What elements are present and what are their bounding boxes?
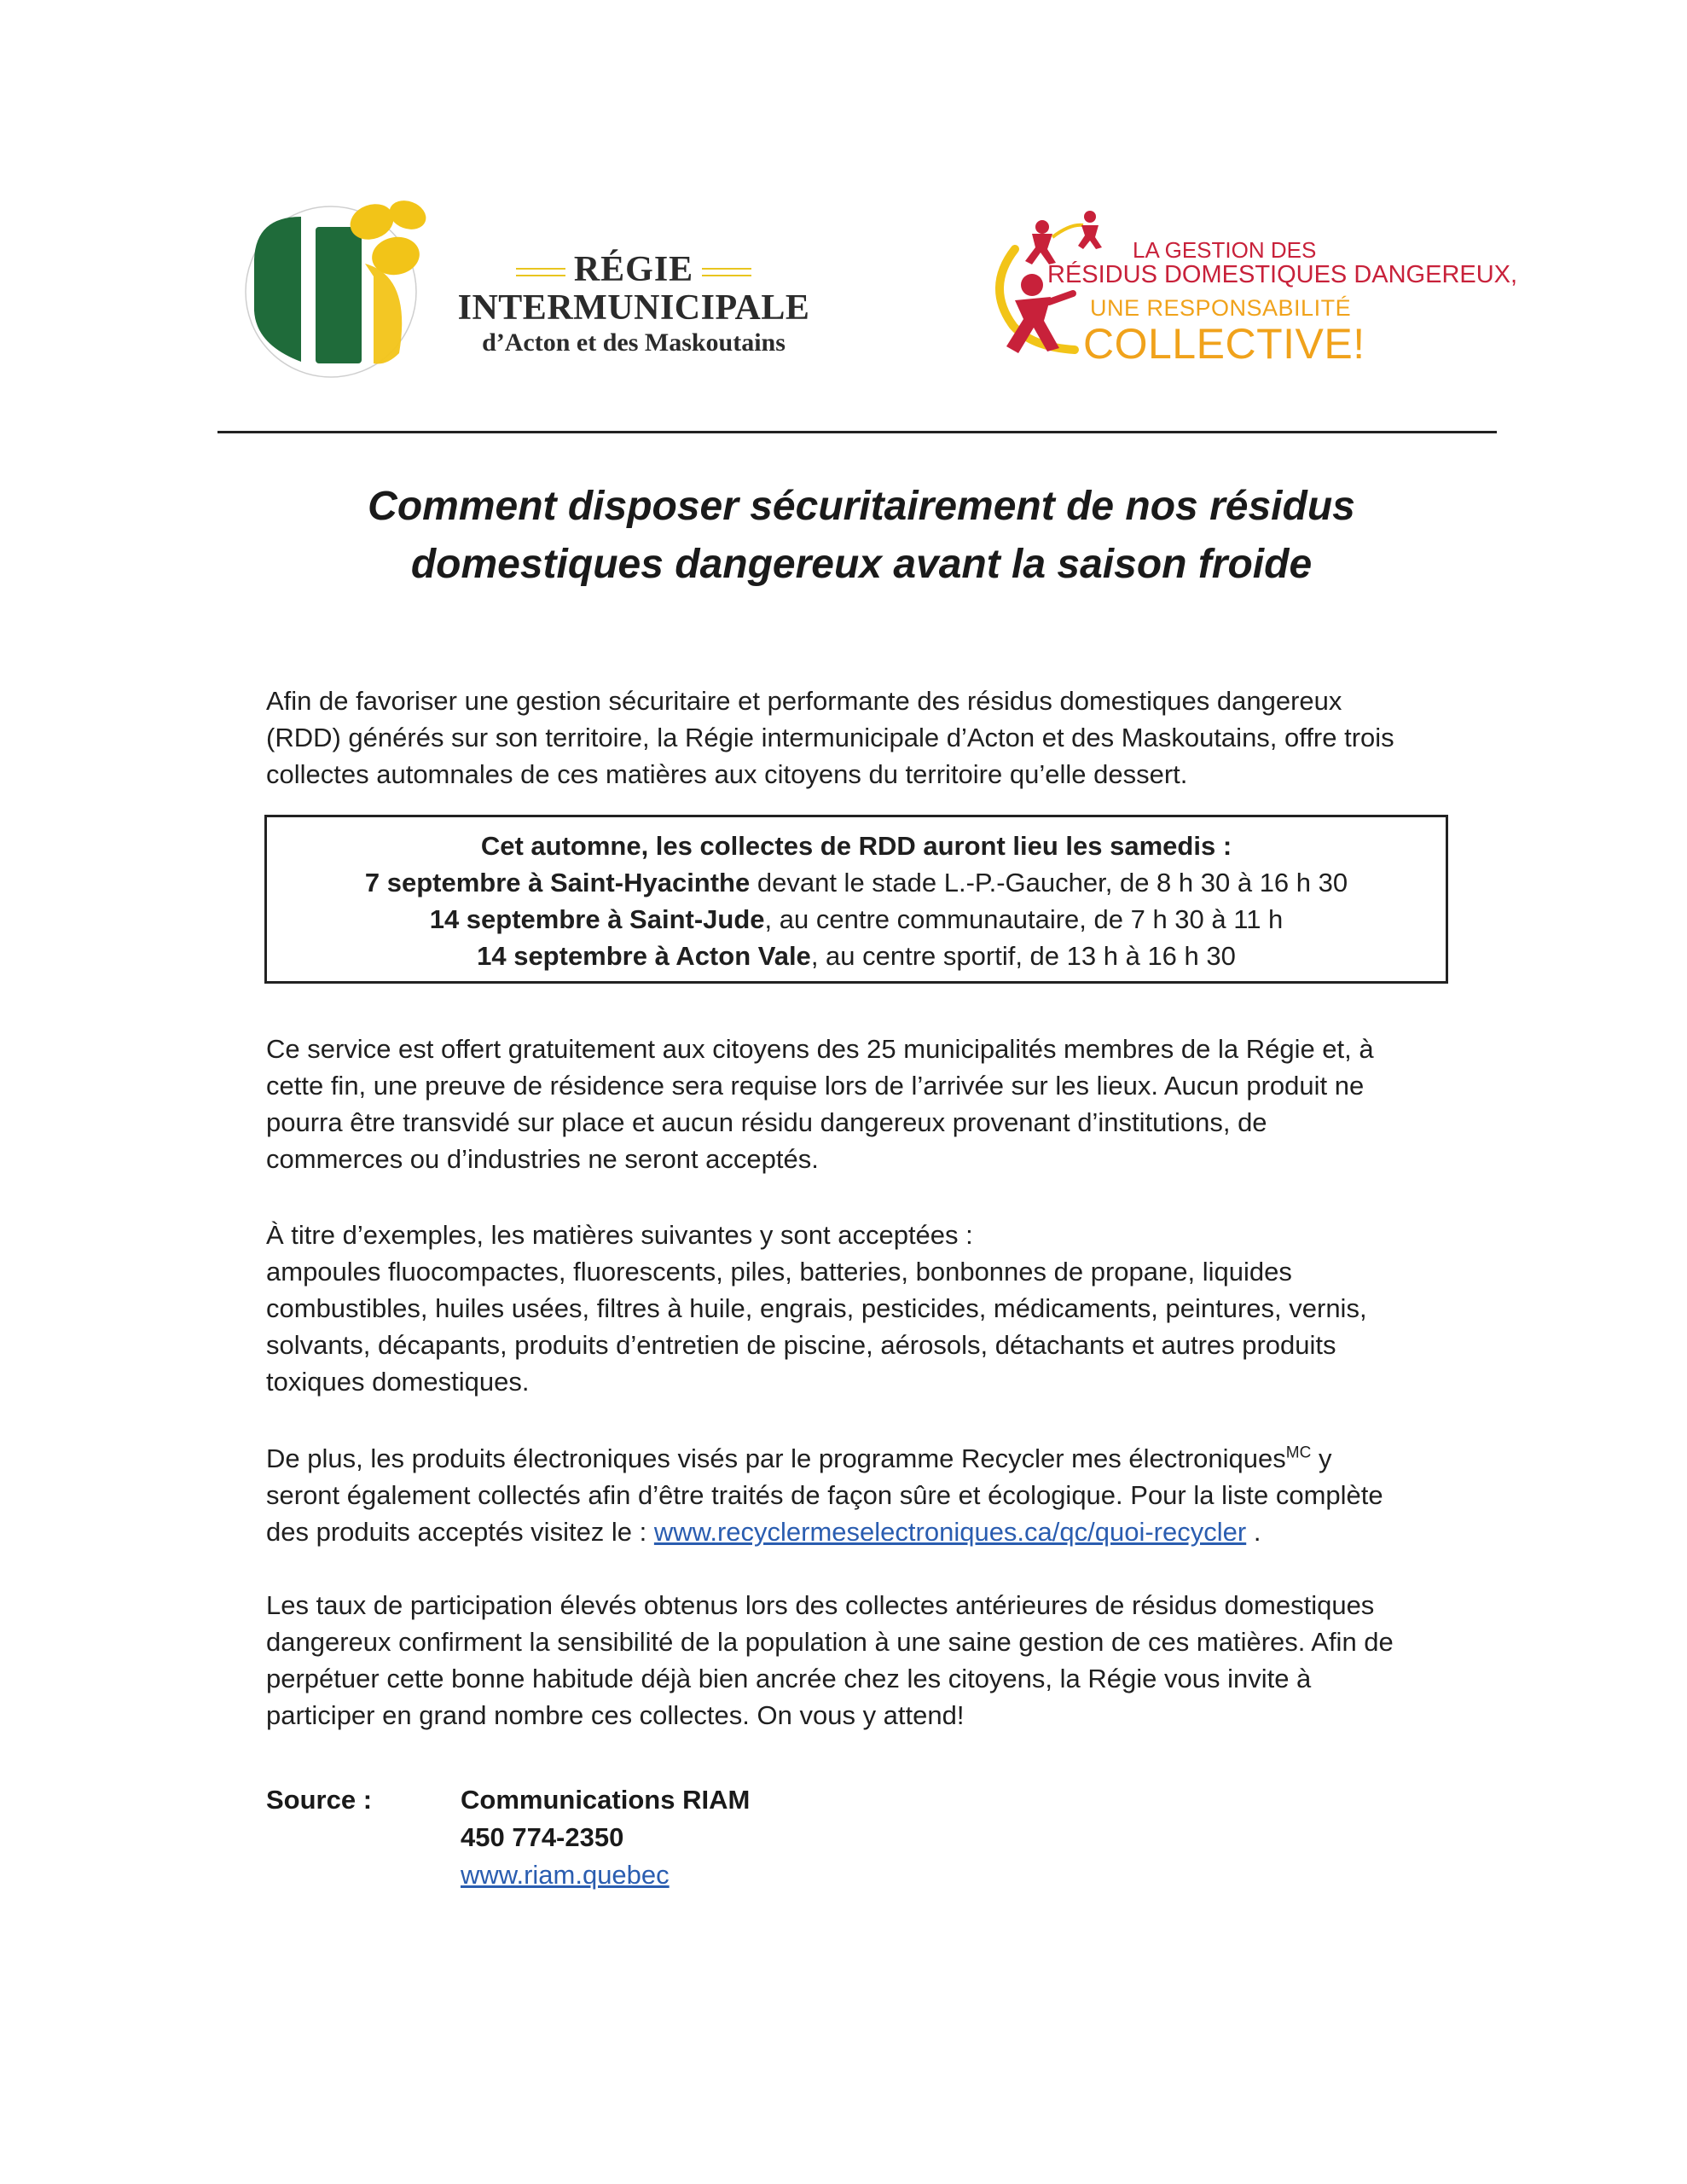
examples-line3: combustibles, huiles usées, filtres à huile, engrais, pesticides, médicaments, peintures, vernis, xyxy=(266,1293,1367,1323)
examples-line1: À titre d’exemples, les matières suivantes y sont acceptées : xyxy=(266,1220,973,1250)
schedule-details: devant le stade L.-P.-Gaucher, de 8 h 30 à 16 h 30 xyxy=(750,868,1348,897)
electronics-line3-end: . xyxy=(1246,1517,1261,1547)
riam-emblem-icon xyxy=(237,183,450,396)
trademark-mark: MC xyxy=(1285,1443,1312,1462)
collection-schedule-box xyxy=(264,815,1448,984)
schedule-date-location: 7 septembre à Saint-Hyacinthe xyxy=(364,868,751,897)
closing-paragraph xyxy=(266,1587,1477,1734)
source-label: Source : xyxy=(266,1785,373,1815)
service-line4: commerces ou d’industries ne seront acceptés. xyxy=(266,1144,819,1174)
decorative-dash xyxy=(516,268,565,276)
header-divider xyxy=(217,431,1497,433)
rdd-logo-line1: LA GESTION DES xyxy=(1133,237,1317,263)
closing-line2: dangereux confirment la sensibilité de la population à une saine gestion de ces matières. Afin de xyxy=(266,1627,1394,1657)
intro-paragraph xyxy=(266,682,1477,793)
service-paragraph xyxy=(266,1031,1477,1177)
rdd-campaign-logo xyxy=(981,206,1518,377)
electronics-line2: seront également collectés afin d’être traités de façon sûre et écologique. Pour la liste complète xyxy=(266,1480,1383,1510)
riam-wordmark xyxy=(455,251,813,358)
schedule-details: , au centre communautaire, de 7 h 30 à 11 h xyxy=(764,904,1284,934)
source-contact xyxy=(461,1781,750,1894)
schedule-row xyxy=(267,901,1446,938)
intro-line2: (RDD) générés sur son territoire, la Régie intermunicipale d’Acton et des Maskoutains, offre trois xyxy=(266,723,1394,752)
electronics-line3: des produits acceptés visitez le : xyxy=(266,1517,654,1547)
service-line3: pourra être transvidé sur place et aucun résidu dangereux provenant d’institutions, de xyxy=(266,1107,1267,1137)
electronics-line1: De plus, les produits électroniques visés par le programme Recycler mes électroniques xyxy=(266,1443,1286,1473)
service-line2: cette fin, une preuve de résidence sera requise lors de l’arrivée sur les lieux. Aucun produit ne xyxy=(266,1071,1365,1101)
rdd-logo-line3: UNE RESPONSABILITÉ xyxy=(1090,295,1352,321)
title-line2: domestiques dangereux avant la saison froide xyxy=(410,542,1313,587)
schedule-details: , au centre sportif, de 13 h à 16 h 30 xyxy=(810,941,1236,971)
schedule-date-location: 14 septembre à Saint-Jude xyxy=(429,904,765,934)
schedule-date-location: 14 septembre à Acton Vale xyxy=(477,941,811,971)
recycler-link[interactable]: www.recyclermeselectroniques.ca/qc/quoi-recycler xyxy=(653,1517,1247,1547)
logo-line-intermunicipale: INTERMUNICIPALE xyxy=(457,288,810,328)
service-line1: Ce service est offert gratuitement aux citoyens des 25 municipalités membres de la Régie et, à xyxy=(266,1034,1374,1064)
schedule-row xyxy=(267,938,1446,974)
closing-line1: Les taux de participation élevés obtenus lors des collectes antérieures de résidus domestiques xyxy=(266,1590,1375,1620)
closing-line3: perpétuer cette bonne habitude déjà bien ancrée chez les citoyens, la Régie vous invite à xyxy=(266,1664,1312,1693)
intro-line3: collectes automnales de ces matières aux citoyens du territoire qu’elle dessert. xyxy=(266,759,1188,789)
intro-line1: Afin de favoriser une gestion sécuritaire et performante des résidus domestiques dangereux xyxy=(266,686,1342,716)
schedule-heading: Cet automne, les collectes de RDD auront lieu les samedis : xyxy=(480,831,1232,861)
title-line1: Comment disposer sécuritairement de nos résidus xyxy=(368,484,1355,529)
logo-line-acton: d’Acton et des Maskoutains xyxy=(482,328,786,357)
examples-line2: ampoules fluocompactes, fluorescents, piles, batteries, bonbonnes de propane, liquides xyxy=(266,1257,1292,1287)
closing-line4: participer en grand nombre ces collectes. On vous y attend! xyxy=(266,1700,965,1730)
document-title xyxy=(256,478,1467,594)
electronics-line1-end: y xyxy=(1311,1443,1332,1473)
logo-line-regie: RÉGIE xyxy=(573,250,694,289)
rdd-logo-line2: RÉSIDUS DOMESTIQUES DANGEREUX, xyxy=(1047,261,1518,288)
riam-logo xyxy=(237,183,810,396)
schedule-row xyxy=(267,864,1446,901)
source-phone: 450 774-2350 xyxy=(461,1822,624,1852)
rdd-logo-line4: COLLECTIVE! xyxy=(1083,320,1365,368)
examples-line4: solvants, décapants, produits d’entretien de piscine, aérosols, détachants et autres produits xyxy=(266,1330,1336,1360)
decorative-dash xyxy=(702,268,751,276)
electronics-paragraph xyxy=(266,1440,1477,1550)
source-organization: Communications RIAM xyxy=(461,1785,751,1815)
source-website-link[interactable]: www.riam.quebec xyxy=(461,1860,670,1890)
examples-line5: toxiques domestiques. xyxy=(266,1367,530,1397)
examples-paragraph xyxy=(266,1217,1477,1400)
